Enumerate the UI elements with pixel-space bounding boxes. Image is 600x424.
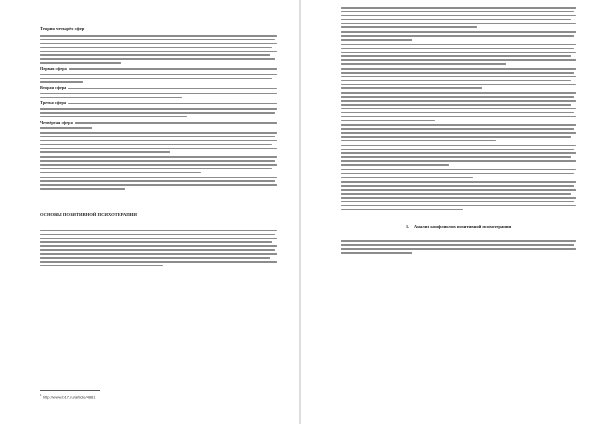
right-paragraph-7 [341, 145, 576, 166]
section-heading: ОСНОВЫ ПОЗИТИВНОЙ ПСИХОТЕРАПИИ [40, 211, 137, 217]
paragraph-7 [40, 230, 277, 267]
right-page [301, 0, 600, 424]
section-number: 1. [405, 224, 410, 230]
footnote-link[interactable]: http://www.b17.ru/article/4881 [42, 394, 96, 400]
paragraph-4 [40, 132, 277, 153]
right-paragraph-2 [341, 31, 576, 40]
left-page [0, 0, 299, 424]
right-paragraph-9 [341, 181, 576, 210]
right-paragraph-5 [341, 92, 576, 121]
sphere-paragraph-4 [40, 121, 277, 129]
sphere-label-4: Четвёртая сфера [40, 119, 73, 125]
footnote-rule [40, 390, 100, 391]
section-title: Анализ конфликтов позитивной психотерапии [413, 224, 512, 230]
sphere-label-1: Первая сфера [40, 66, 67, 72]
footnote [40, 393, 96, 399]
sphere-paragraph-3 [40, 101, 277, 117]
right-paragraph-3 [341, 44, 576, 65]
right-paragraph-10 [341, 240, 576, 253]
footnote-number: 1 [40, 393, 42, 397]
paragraph-5 [40, 156, 277, 173]
page-title: Теория четырёх сфер [40, 26, 85, 31]
right-paragraph-1 [341, 7, 576, 28]
right-paragraph-6 [341, 124, 576, 141]
sphere-paragraph-1 [40, 67, 277, 83]
sphere-label-3: Третья сфера [40, 100, 67, 106]
sphere-label-2: Вторая сфера [40, 85, 67, 91]
right-paragraph-4 [341, 68, 576, 89]
right-paragraph-8 [341, 169, 576, 178]
paragraph-6 [40, 177, 277, 190]
right-section-heading [341, 224, 576, 230]
intro-paragraph [40, 35, 277, 64]
sphere-paragraph-2 [40, 86, 277, 98]
